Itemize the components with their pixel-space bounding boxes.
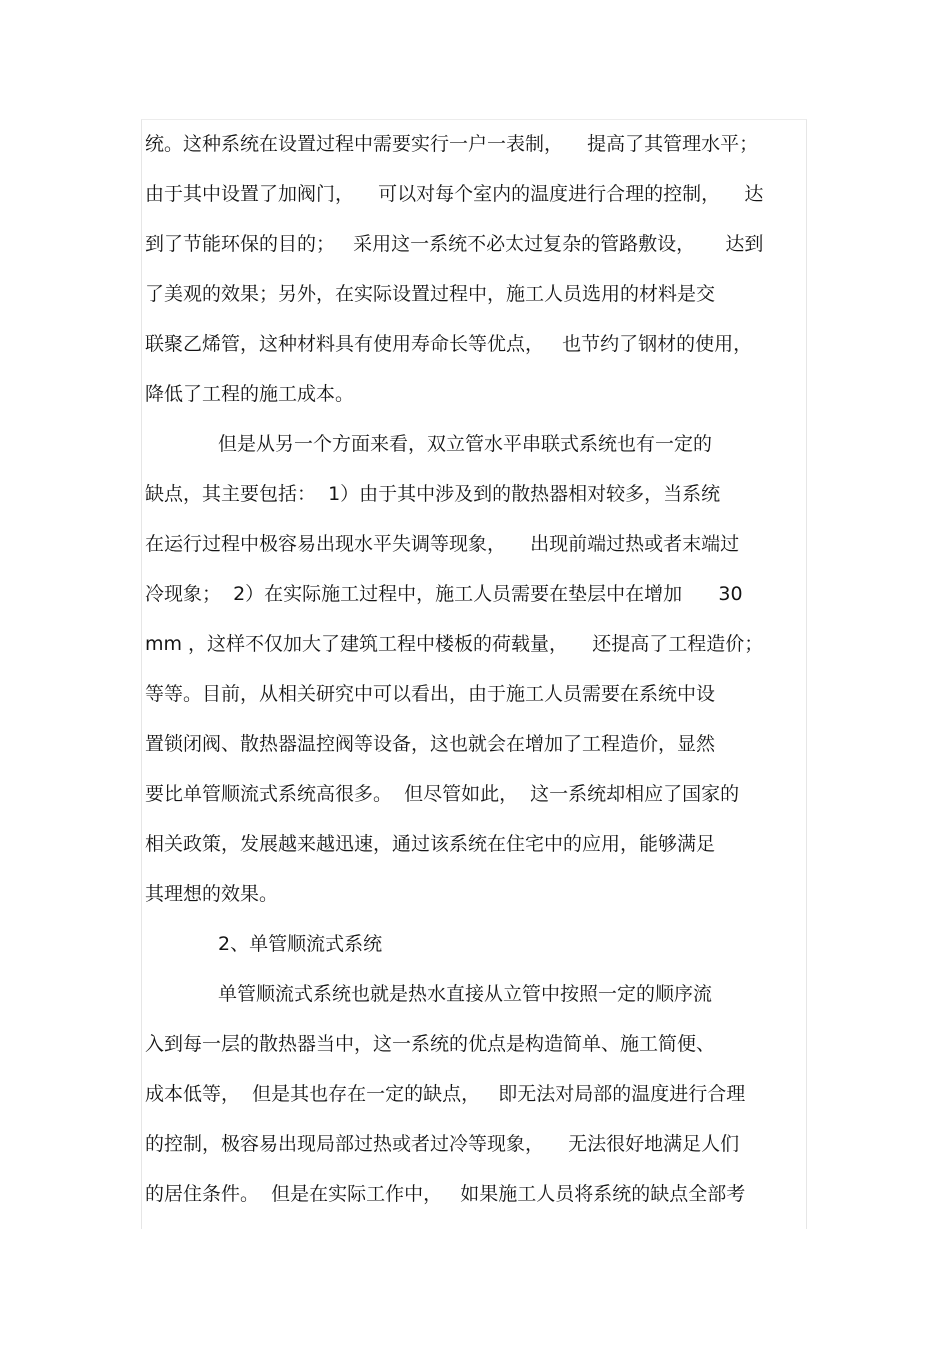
text-line-9: 在运行过程中极容易出现水平失调等现象， 出现前端过热或者末端过 (145, 533, 740, 555)
text-line-3: 到了节能环保的目的； 采用这一系统不必太过复杂的管路敷设， 达到 (145, 233, 764, 255)
section-heading: 2、单管顺流式系统 (218, 933, 383, 955)
text-line-13: 置锁闭阀、散热器温控阀等设备，这也就会在增加了工程造价，显然 (145, 733, 716, 755)
text-line-11: mm ，这样不仅加大了建筑工程中楼板的荷载量， 还提高了工程造价； (145, 633, 764, 655)
text-line-12: 等等。目前，从相关研究中可以看出，由于施工人员需要在系统中设 (145, 683, 716, 705)
text-line-19: 入到每一层的散热器当中，这一系统的优点是构造简单、施工简便、 (145, 1033, 716, 1055)
text-line-14: 要比单管顺流式系统高很多。 但尽管如此， 这一系统却相应了国家的 (145, 783, 740, 805)
text-line-21: 的控制，极容易出现局部过热或者过冷等现象， 无法很好地满足人们 (145, 1133, 740, 1155)
text-line-22: 的居住条件。 但是在实际工作中， 如果施工人员将系统的缺点全部考 (145, 1183, 746, 1205)
text-line-5: 联聚乙烯管，这种材料具有使用寿命长等优点， 也节约了钢材的使用， (145, 333, 753, 355)
text-line-4: 了美观的效果；另外，在实际设置过程中，施工人员选用的材料是交 (145, 283, 716, 305)
text-line-20: 成本低等， 但是其也存在一定的缺点， 即无法对局部的温度进行合理 (145, 1083, 746, 1105)
text-line-6: 降低了工程的施工成本。 (145, 383, 355, 405)
text-line-16: 其理想的效果。 (145, 883, 279, 905)
text-line-2: 由于其中设置了加阀门， 可以对每个室内的温度进行合理的控制， 达 (145, 183, 764, 205)
text-line-1: 统。这种系统在设置过程中需要实行一户一表制， 提高了其管理水平； (145, 133, 759, 155)
paragraph-start-line: 单管顺流式系统也就是热水直接从立管中按照一定的顺序流 (218, 983, 713, 1005)
text-line-10: 冷现象； 2）在实际施工过程中，施工人员需要在垫层中在增加 30 (145, 583, 743, 605)
text-line-8: 缺点，其主要包括： 1）由于其中涉及到的散热器相对较多，当系统 (145, 483, 721, 505)
paragraph-start-line: 但是从另一个方面来看，双立管水平串联式系统也有一定的 (218, 433, 713, 455)
text-line-15: 相关政策，发展越来越迅速，通过该系统在住宅中的应用，能够满足 (145, 833, 716, 855)
